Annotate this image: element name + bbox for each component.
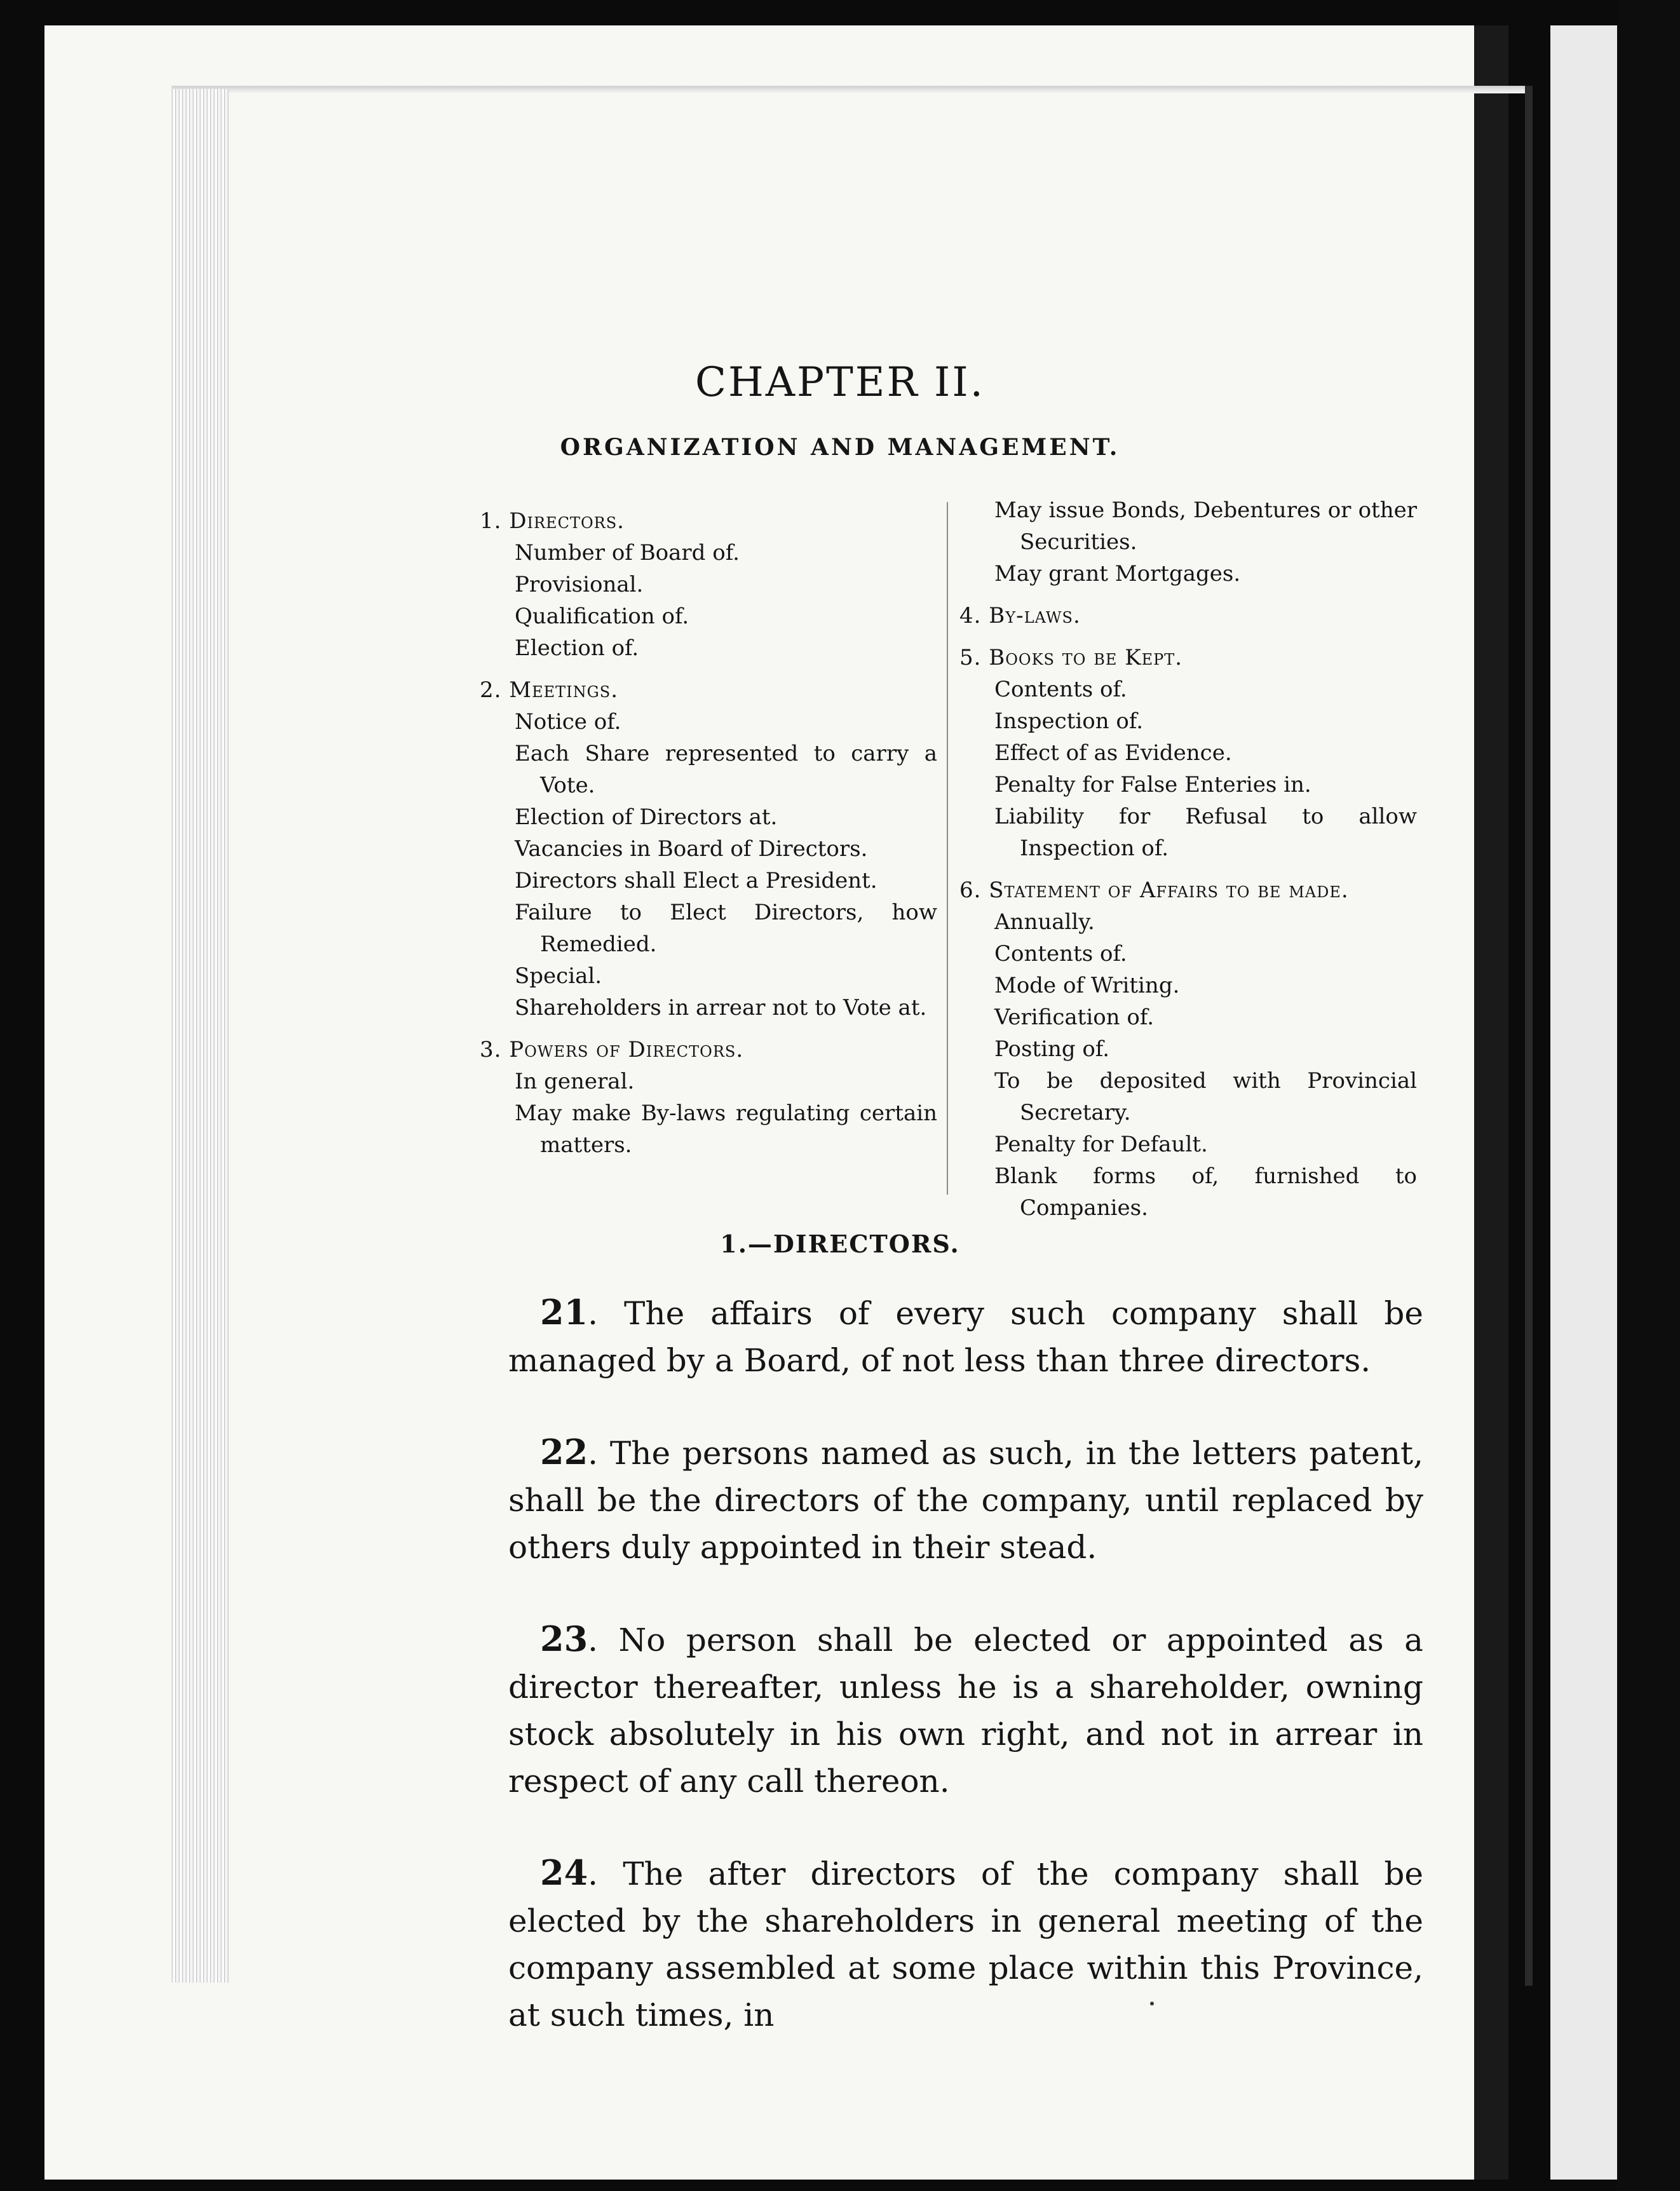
- section-paragraph: 21. The affairs of every such company shall be managed by a Board, of not less than three directors.: [508, 1292, 1423, 1379]
- toc-item: May make By-laws regulating certain matters.: [515, 1101, 937, 1158]
- toc-heading: [959, 642, 1417, 674]
- section-paragraph: 24. The after directors of the company shall be elected by the shareholders in general meeting of the company assembled at some place within this Province, at such times, in: [508, 1852, 1423, 2033]
- toc-item: Contents of.: [994, 677, 1127, 702]
- book-spine-shadow: [1474, 25, 1508, 2180]
- toc-item: Vacancies in Board of Directors.: [515, 836, 868, 862]
- toc-item: Blank forms of, furnished to Companies.: [994, 1163, 1417, 1221]
- section-number: 21: [540, 1292, 588, 1333]
- toc-item: Election of.: [515, 635, 639, 661]
- section-text: The after directors of the company shall be elected by the shareholders in general meeting of the company assembled at some place within this Province, at such times, in: [508, 1855, 1423, 2033]
- toc-heading-number: 2.: [480, 677, 510, 703]
- section-text: The persons named as such, in the letters patent, shall be the directors of the company, until replaced by others duly appointed in their stead.: [508, 1435, 1423, 1566]
- toc-heading-number: 5.: [959, 645, 989, 670]
- toc-group: [480, 505, 937, 664]
- section-heading: 1.—DIRECTORS.: [720, 1230, 960, 1258]
- toc-item: Election of Directors at.: [515, 804, 778, 830]
- toc-item: Qualification of.: [515, 604, 689, 629]
- toc-item: In general.: [515, 1069, 635, 1094]
- toc-heading-number: 4.: [959, 603, 989, 628]
- toc-item: Provisional.: [515, 572, 644, 597]
- toc-item: Directors shall Elect a President.: [515, 868, 877, 893]
- chapter-title: CHAPTER II.: [695, 359, 985, 406]
- toc-group: [959, 642, 1417, 864]
- table-of-contents-right: [959, 494, 1417, 1234]
- toc-heading: [959, 874, 1417, 906]
- toc-item: Inspection of.: [994, 709, 1144, 734]
- toc-item: Contents of.: [994, 941, 1127, 967]
- section-number: 24: [540, 1852, 588, 1893]
- toc-heading-title: Statement of Affairs to be made.: [989, 878, 1349, 903]
- toc-heading: [480, 674, 937, 706]
- section-paragraph: 22. The persons named as such, in the letters patent, shall be the directors of the company, until replaced by others duly appointed in their stead.: [508, 1432, 1423, 1566]
- section-number: 23: [540, 1618, 588, 1659]
- section-paragraph: 23. No person shall be elected or appointed as a director thereafter, unless he is a shareholder, owning stock absolutely in his own right, and not in arrear in respect of any call thereon.: [508, 1618, 1423, 1800]
- toc-group: [480, 1034, 937, 1161]
- toc-item: May issue Bonds, Debentures or other Securities.: [994, 498, 1417, 555]
- toc-item: Liability for Refusal to allow Inspection of.: [994, 804, 1417, 861]
- toc-heading-number: 1.: [480, 508, 510, 534]
- toc-item: Effect of as Evidence.: [994, 740, 1232, 766]
- toc-heading: [480, 1034, 937, 1066]
- toc-item: Notice of.: [515, 709, 621, 735]
- toc-item: May grant Mortgages.: [994, 561, 1241, 587]
- toc-heading: [959, 600, 1417, 632]
- toc-continued: [959, 494, 1417, 590]
- toc-group: [480, 674, 937, 1024]
- toc-item: Each Share represented to carry a Vote.: [515, 741, 937, 798]
- toc-item: Shareholders in arrear not to Vote at.: [515, 995, 927, 1021]
- table-of-contents-left: [480, 505, 937, 1171]
- toc-group: [959, 600, 1417, 632]
- toc-item: Mode of Writing.: [994, 973, 1180, 998]
- toc-heading-title: Meetings.: [509, 677, 619, 703]
- section-text: No person shall be elected or appointed as a director thereafter, unless he is a shareholder, owning stock absolutely in his own right, and not in arrear in respect of any call thereon.: [508, 1622, 1423, 1800]
- toc-group: [959, 874, 1417, 1224]
- chapter-subtitle: ORGANIZATION AND MANAGEMENT.: [560, 434, 1120, 461]
- toc-item: Penalty for False Enteries in.: [994, 772, 1311, 797]
- toc-heading-number: 6.: [959, 878, 989, 903]
- toc-column-divider: [947, 502, 948, 1195]
- toc-item: Penalty for Default.: [994, 1132, 1208, 1157]
- toc-heading-number: 3.: [480, 1037, 510, 1062]
- toc-item: Number of Board of.: [515, 540, 740, 566]
- toc-item: Annually.: [994, 909, 1095, 935]
- page-top-edge: [172, 86, 1531, 93]
- toc-heading-title: By-laws.: [989, 603, 1081, 628]
- stray-mark: [1150, 2002, 1154, 2005]
- scan-background: [1617, 0, 1680, 2191]
- toc-item: Special.: [515, 963, 602, 989]
- toc-heading-title: Powers of Directors.: [509, 1037, 744, 1062]
- toc-heading-title: Books to be Kept.: [989, 645, 1183, 670]
- toc-item: Verification of.: [994, 1005, 1155, 1030]
- toc-heading-title: Directors.: [509, 508, 625, 534]
- toc-item: To be deposited with Provincial Secretary.: [994, 1068, 1417, 1125]
- toc-item: Posting of.: [994, 1036, 1110, 1062]
- body-text: [508, 1289, 1423, 2083]
- section-number: 22: [540, 1432, 588, 1472]
- section-text: The affairs of every such company shall be managed by a Board, of not less than three directors.: [508, 1295, 1423, 1379]
- toc-item: Failure to Elect Directors, how Remedied.: [515, 900, 937, 957]
- toc-heading: [480, 505, 937, 537]
